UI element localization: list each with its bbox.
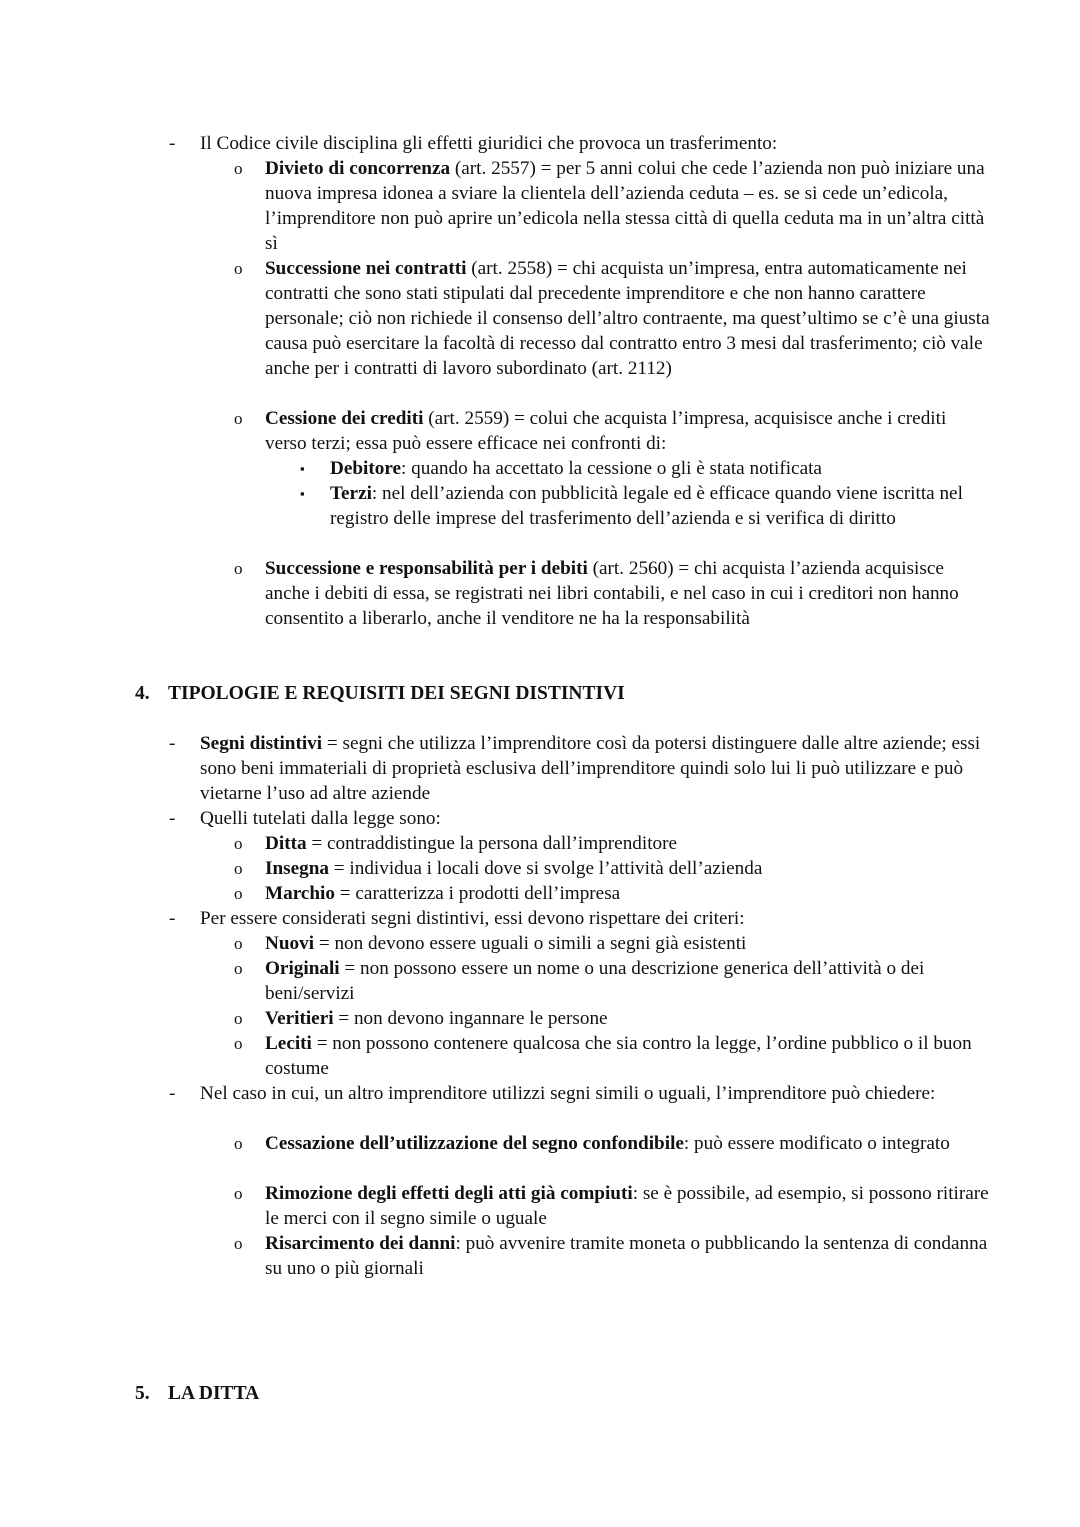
list-item-cessione-crediti (234, 406, 990, 456)
term: Originali (265, 958, 340, 979)
description: = non possono essere un nome o una descrizione generica dell’attività o dei beni/servizi (265, 958, 925, 1004)
list-item-tutelati (169, 806, 990, 831)
list-item-cessazione (234, 1131, 990, 1156)
description: (art. 2560) = chi acquista l’azienda acquisisce anche i debiti di essa, se registrati nei libri contabili, e nel caso in cui i creditori non hanno consentito a liberarlo, anche il venditore ne ha la responsabilità (265, 558, 959, 629)
circle-bullet-icon: o (234, 1034, 243, 1053)
section-number: 4. (135, 683, 150, 704)
list-item-codice-civile (169, 131, 990, 156)
circle-bullet-icon: o (234, 884, 243, 903)
circle-bullet-icon: o (234, 409, 243, 428)
list-item-text: Nel caso in cui, un altro imprenditore utilizzi segni simili o uguali, l’imprenditore può chiedere: (200, 1083, 936, 1104)
dash-bullet-icon: - (169, 733, 176, 754)
description: = segni che utilizza l’imprenditore così da potersi distinguere dalle altre aziende; essi sono beni immateriali di proprietà esclusiva dell’imprenditore quindi solo lui li può utilizzare e può vietarne l’uso ad altre aziende (200, 733, 981, 804)
description: : può essere modificato o integrato (683, 1133, 950, 1154)
list-item-text: Il Codice civile disciplina gli effetti giuridici che provoca un trasferimento: (200, 133, 778, 154)
term: Segni distintivi (200, 733, 323, 754)
section-title: LA DITTA (168, 1383, 260, 1404)
circle-bullet-icon: o (234, 834, 243, 853)
description: = non possono contenere qualcosa che sia contro la legge, l’ordine pubblico o il buon costume (265, 1033, 972, 1079)
description: = non devono ingannare le persone (333, 1008, 608, 1029)
term: Veritieri (265, 1008, 334, 1029)
description: = individua i locali dove si svolge l’attività dell’azienda (328, 858, 763, 879)
term: Cessazione dell’utilizzazione del segno confondibile (265, 1133, 684, 1154)
circle-bullet-icon: o (234, 1009, 243, 1028)
term: Risarcimento dei danni (265, 1233, 456, 1254)
list-item-terzi (300, 481, 990, 531)
term: Debitore (330, 458, 402, 479)
list-item-successione-debiti (234, 556, 990, 631)
list-item-leciti (234, 1031, 990, 1081)
list-item-insegna (234, 856, 990, 881)
list-item-segni-distintivi (169, 731, 990, 806)
list-item-marchio (234, 881, 990, 906)
list-item-ditta (234, 831, 990, 856)
circle-bullet-icon: o (234, 1134, 243, 1153)
description: = caratterizza i prodotti dell’impresa (335, 883, 621, 904)
circle-bullet-icon: o (234, 1184, 243, 1203)
circle-bullet-icon: o (234, 1234, 243, 1253)
description: (art. 2558) = chi acquista un’impresa, entra automaticamente nei contratti che sono stati stipulati dal precedente imprenditore e che non hanno carattere personale; ciò non richiede il consenso dell’altro contraente, ma quest’ultimo se c’è una giusta causa può esercitare la facoltà di recesso dal contratto entro 3 mesi dal trasferimento; ciò vale anche per i contratti di lavoro subordinato (art. 2112) (265, 258, 990, 379)
circle-bullet-icon: o (234, 259, 243, 278)
list-item-successione-contratti (234, 256, 990, 381)
description: (art. 2557) = per 5 anni colui che cede l’azienda non può iniziare una nuova impresa idonea a sviare la clientela dell’azienda ceduta – es. se si cede un’edicola, l’imprenditore non può aprire un’edicola nella stessa città di quella ceduta ma in un’altra città sì (265, 158, 985, 254)
term: Rimozione degli effetti degli atti già compiuti (265, 1183, 633, 1204)
list-item-originali (234, 956, 990, 1006)
term: Insegna (265, 858, 329, 879)
term: Cessione dei crediti (265, 408, 424, 429)
dash-bullet-icon: - (169, 133, 176, 154)
circle-bullet-icon: o (234, 159, 243, 178)
list-item-rimozione (234, 1181, 990, 1231)
description: = non devono essere uguali o simili a segni già esistenti (314, 933, 747, 954)
description: : quando ha accettato la cessione o gli è stata notificata (401, 458, 822, 479)
section-title: TIPOLOGIE E REQUISITI DEI SEGNI DISTINTIVI (168, 683, 625, 704)
circle-bullet-icon: o (234, 959, 243, 978)
section-number: 5. (135, 1383, 150, 1404)
list-item-rimedi (169, 1081, 990, 1106)
list-item-debitore (300, 456, 990, 481)
term: Ditta (265, 833, 307, 854)
square-bullet-icon: ▪ (300, 461, 305, 476)
description: : nel dell’azienda con pubblicità legale ed è efficace quando viene iscritta nel registro delle imprese del trasferimento dell’azienda e si verifica di diritto (330, 483, 963, 529)
list-item-divieto-concorrenza (234, 156, 990, 256)
list-item-criteri (169, 906, 990, 931)
list-item-text: Per essere considerati segni distintivi, essi devono rispettare dei criteri: (200, 908, 745, 929)
list-item-text: Quelli tutelati dalla legge sono: (200, 808, 441, 829)
dash-bullet-icon: - (169, 808, 176, 829)
term: Divieto di concorrenza (265, 158, 451, 179)
term: Successione nei contratti (265, 258, 467, 279)
term: Terzi (330, 483, 372, 504)
dash-bullet-icon: - (169, 908, 176, 929)
list-item-nuovi (234, 931, 990, 956)
term: Successione e responsabilità per i debiti (265, 558, 588, 579)
circle-bullet-icon: o (234, 559, 243, 578)
term: Nuovi (265, 933, 315, 954)
list-item-risarcimento (234, 1231, 990, 1281)
circle-bullet-icon: o (234, 859, 243, 878)
dash-bullet-icon: - (169, 1083, 176, 1104)
description: : se è possibile, ad esempio, si possono ritirare le merci con il segno simile o uguale (265, 1183, 989, 1229)
term: Leciti (265, 1033, 312, 1054)
description: = contraddistingue la persona dall’imprenditore (306, 833, 678, 854)
description: (art. 2559) = colui che acquista l’impresa, acquisisce anche i crediti verso terzi; essa può essere efficace nei confronti di: (265, 408, 947, 454)
description: : può avvenire tramite moneta o pubblicando la sentenza di condanna su uno o più giornali (265, 1233, 988, 1279)
list-item-veritieri (234, 1006, 990, 1031)
circle-bullet-icon: o (234, 934, 243, 953)
square-bullet-icon: ▪ (300, 486, 305, 501)
term: Marchio (265, 883, 335, 904)
